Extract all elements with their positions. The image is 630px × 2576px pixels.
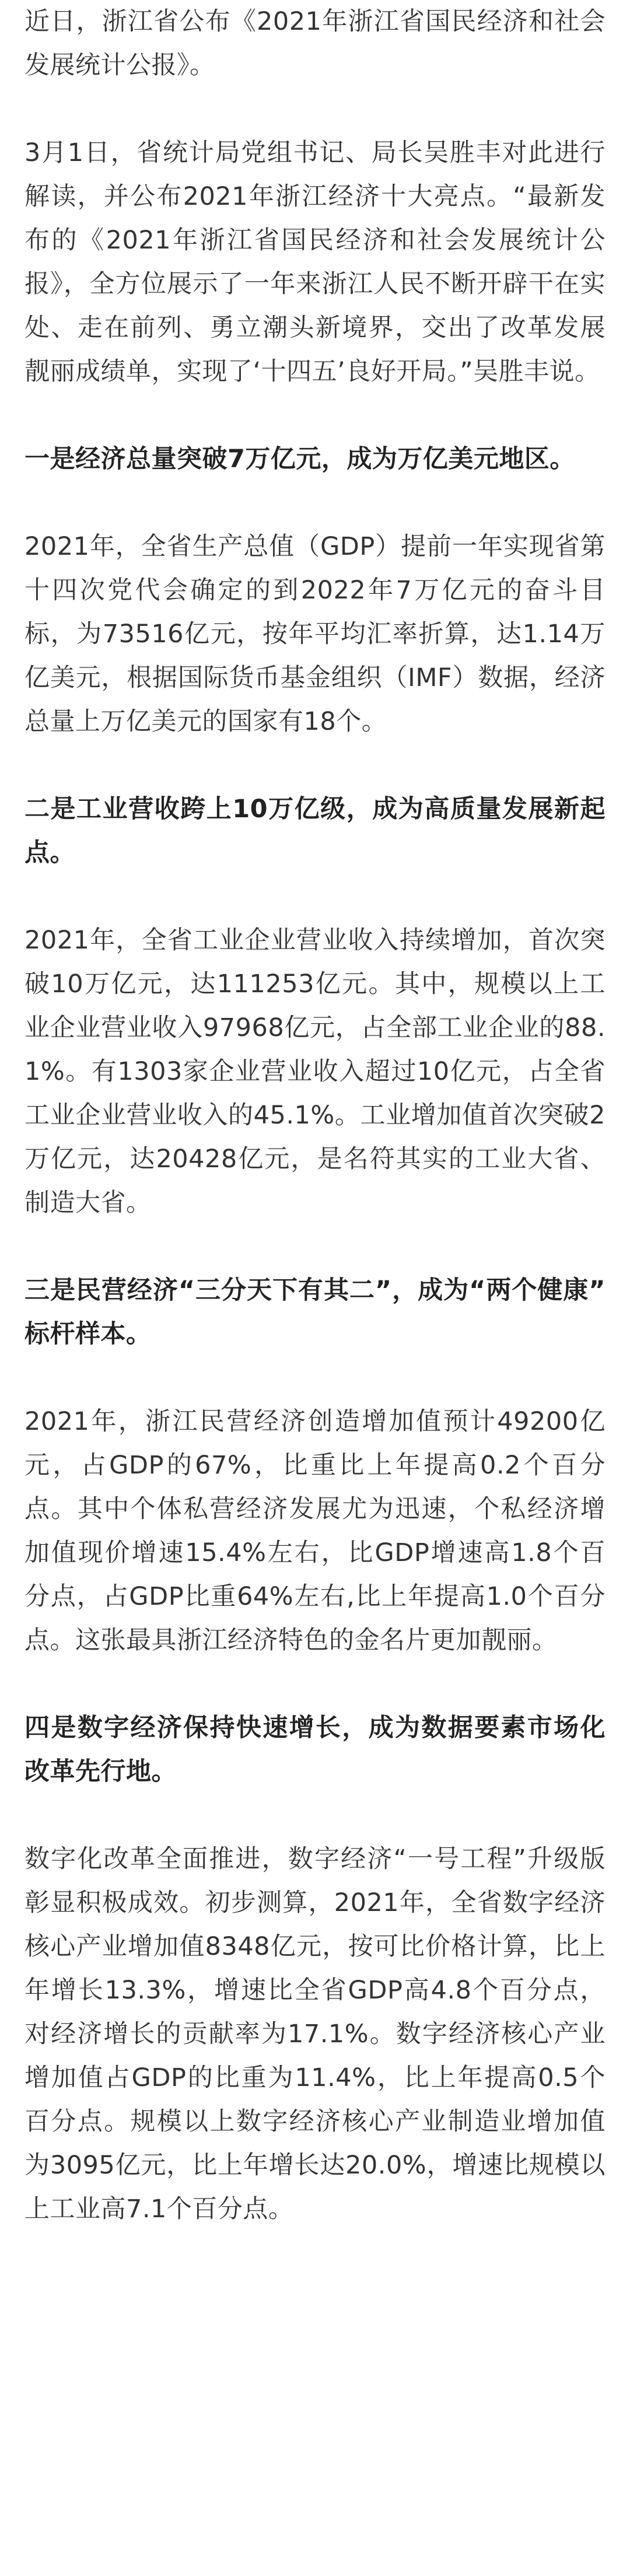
highlight-body-1: 2021年，全省生产总值（GDP）提前一年实现省第十四次党代会确定的到2022年7万亿元的奋斗目标，为73516亿元，按年平均汇率折算，达1.14万亿美元，根据国际货币基金组织（IMF）数据，经济总量上万亿美元的国家有18个。 [24, 532, 606, 736]
highlight-body-3: 2021年，浙江民营经济创造增加值预计49200亿元，占GDP的67%，比重比上年提高0.2个百分点。其中个体私营经济发展尤为迅速，个私经济增加值现价增速15.4%左右，比GDP增速高1.8个百分点，占GDP比重64%左右,比上年提高1.0个百分点。这张最具浙江经济特色的金名片更加靓丽。 [24, 1407, 606, 1655]
paragraph-gap [24, 1794, 606, 1838]
highlight-heading-3: 三是民营经济“三分天下有其二”，成为“两个健康” 标杆样本。 [24, 1276, 606, 1349]
highlight-heading-1: 一是经济总量突破7万亿元，成为万亿美元地区。 [24, 444, 575, 474]
paragraph-gap [24, 88, 606, 131]
highlight-heading-2: 二是工业营收跨上10万亿级，成为高质量发展新起点。 [24, 794, 606, 867]
highlight-body-2: 2021年，全省工业企业营业收入持续增加，首次突破10万亿元，达111253亿元。其中，规模以上工业企业营业收入97968亿元，占全部工业企业的88.1%。有1303家企业营业收入超过10亿元，占全省工业企业营业收入的45.1%。工业增加值首次突破2万亿元，达20428亿元，是名符其实的工业大省、制造大省。 [24, 926, 606, 1217]
paragraph-gap [24, 1225, 606, 1269]
paragraph-gap [24, 744, 606, 788]
paragraph-gap [24, 875, 606, 919]
intro-paragraph: 近日，浙江省公布《2021年浙江省国民经济和社会发展统计公报》。 [24, 7, 606, 80]
paragraph-gap [24, 481, 606, 525]
paragraph-gap [24, 394, 606, 438]
paragraph-gap [24, 1662, 606, 1706]
interpretation-paragraph: 3月1日，省统计局党组书记、局长吴胜丰对此进行解读，并公布2021年浙江经济十大亮点。“最新发布的《2021年浙江省国民经济和社会发展统计公报》，全方位展示了一年来浙江人民不断开辟干在实处、走在前列、勇立潮头新境界，交出了改革发展靓丽成绩单，实现了‘十四五’良好开局。”吴胜丰说。 [24, 138, 606, 386]
highlight-heading-4: 四是数字经济保持快速增长，成为数据要素市场化改革先行地。 [24, 1713, 606, 1786]
paragraph-gap [24, 1356, 606, 1400]
highlight-body-4: 数字化改革全面推进，数字经济“一号工程”升级版彰显积极成效。初步测算，2021年，全省数字经济核心产业增加值8348亿元，按可比价格计算，比上年增长13.3%，增速比全省GDP高4.8个百分点，对经济增长的贡献率为17.1%。数字经济核心产业增加值占GDP的比重为11.4%，比上年提高0.5个百分点。规模以上数字经济核心产业制造业增加值为3095亿元，比上年增长达20.0%，增速比规模以上工业高7.1个百分点。 [24, 1845, 606, 2224]
